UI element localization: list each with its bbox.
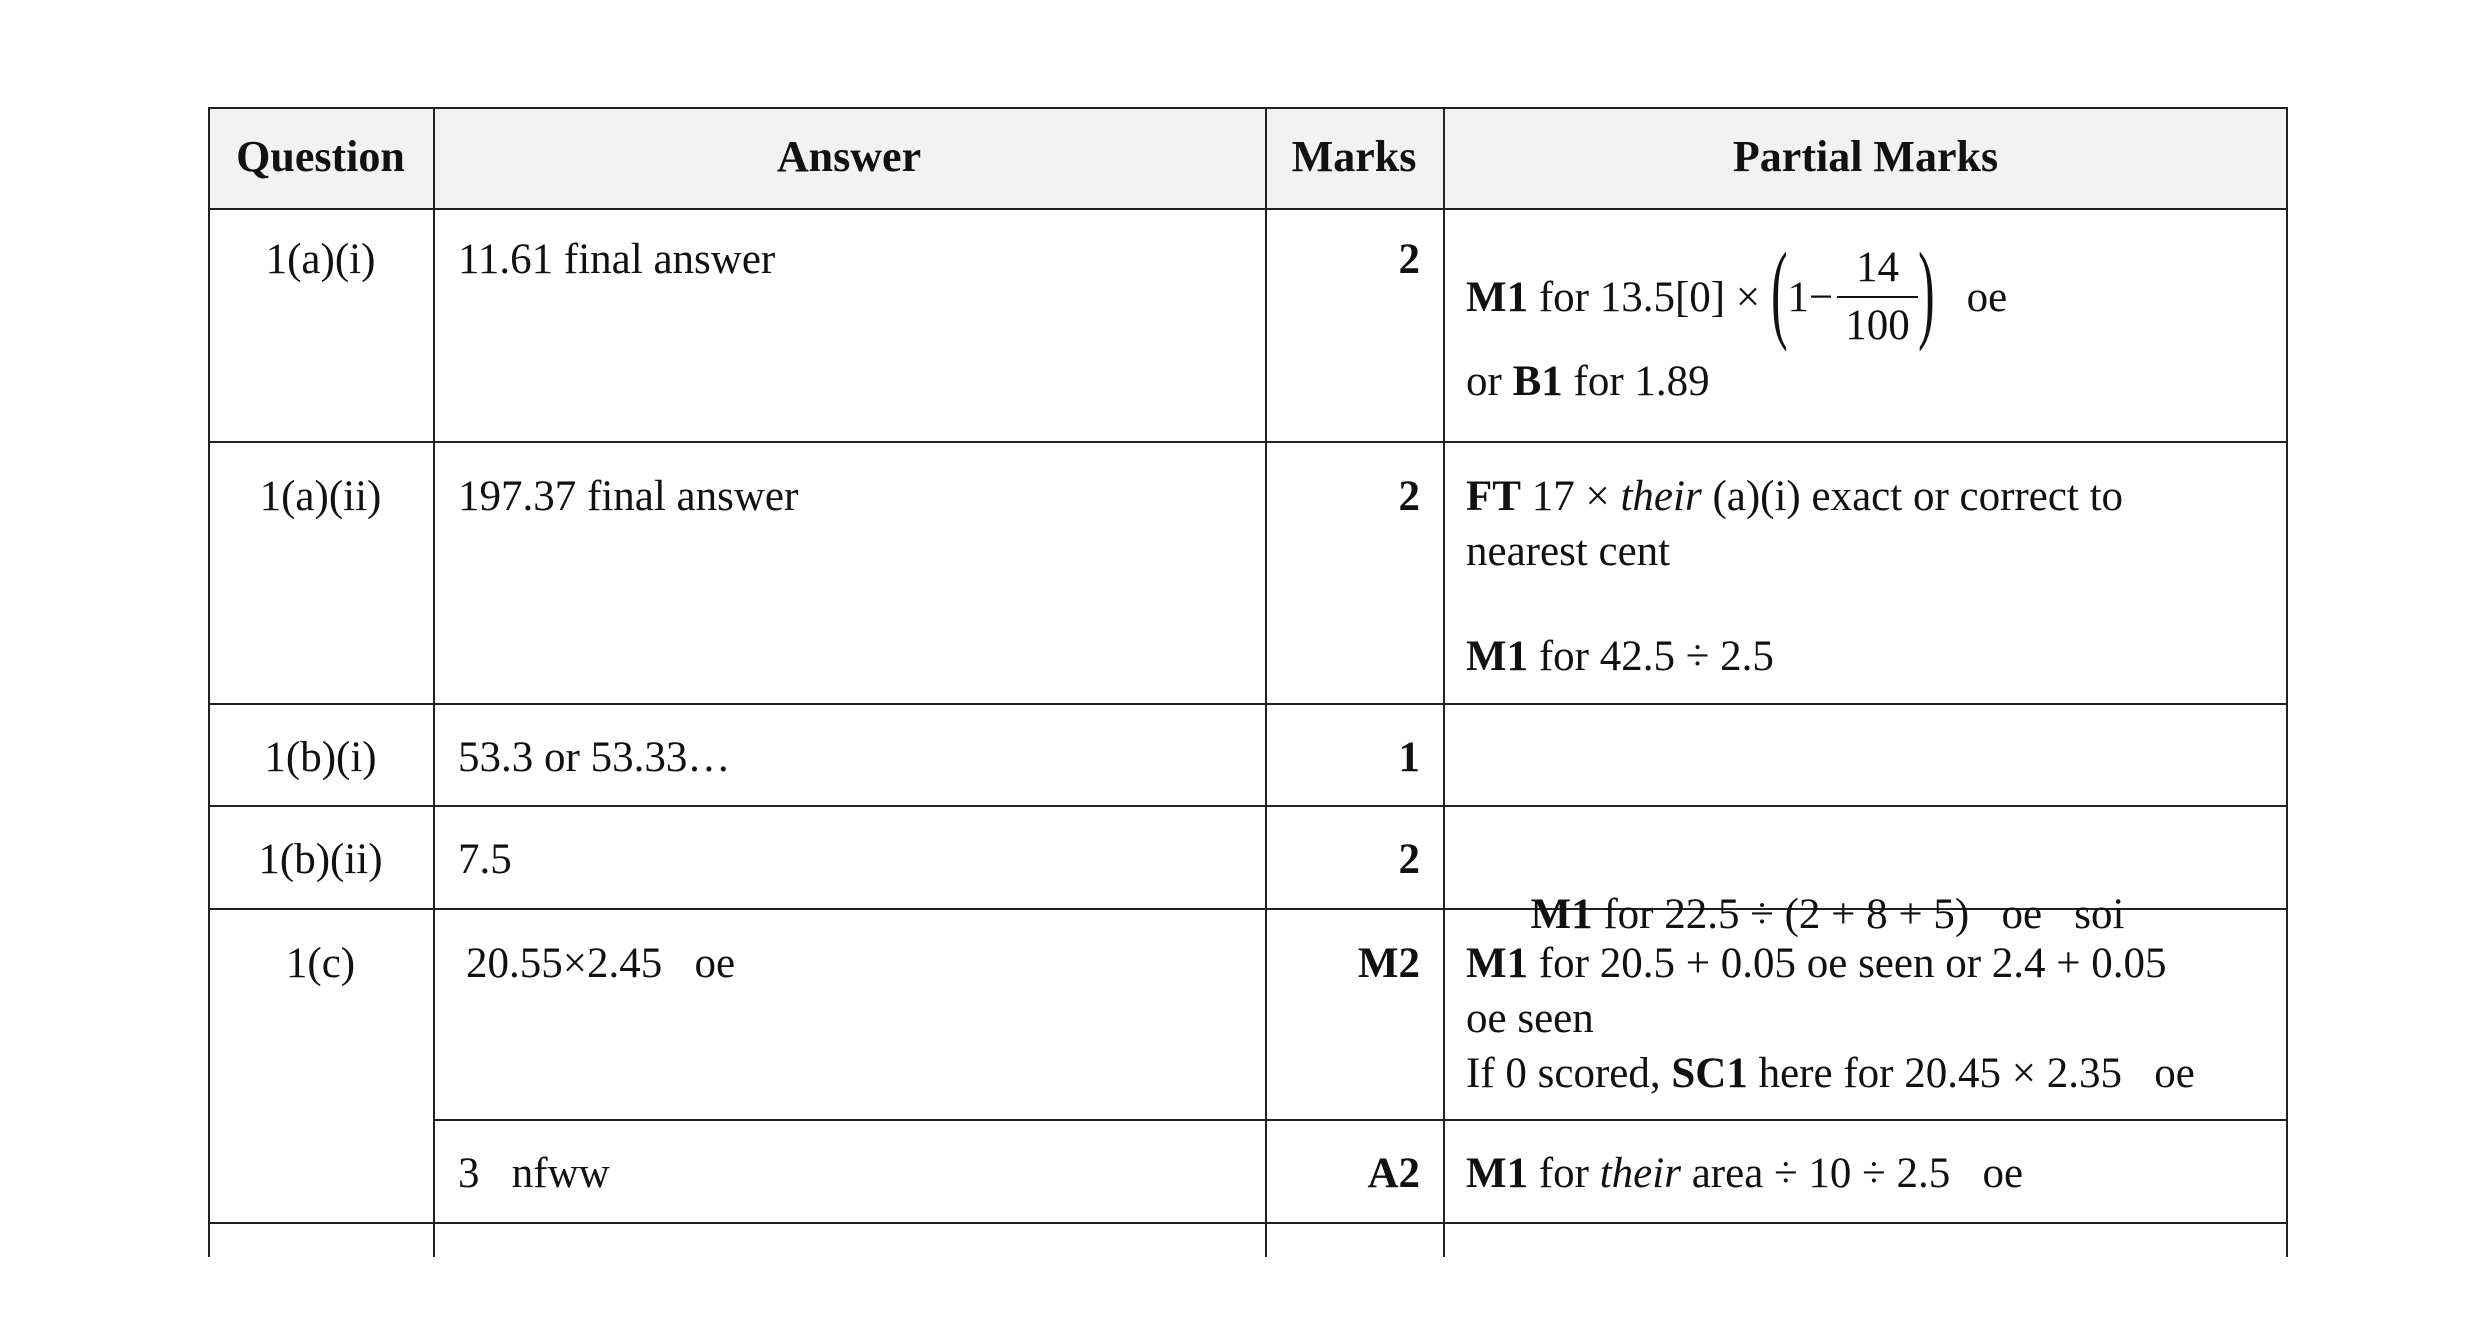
mark-code: B1 xyxy=(1512,358,1563,405)
mark-scheme-table xyxy=(208,107,2288,1257)
table-border-right xyxy=(2286,107,2288,1257)
row3-answer: 53.3 or 53.33… xyxy=(458,734,731,781)
row2-partial-line2: nearest cent xyxy=(1466,528,1671,575)
row5-marks: M2 xyxy=(1357,940,1420,987)
row5-partial-line2: oe seen xyxy=(1466,995,1594,1042)
partial-italic: their xyxy=(1599,1150,1681,1197)
table-col-rule-3 xyxy=(1443,107,1445,1257)
mark-code: M1 xyxy=(1466,633,1529,680)
row2-partial-line3 xyxy=(1466,629,2276,684)
mark-code: SC1 xyxy=(1671,1050,1748,1097)
row1-partial xyxy=(1466,232,2276,409)
fraction xyxy=(1837,240,1918,354)
row2-answer: 197.37 final answer xyxy=(458,473,799,520)
row2-partial-line1 xyxy=(1466,469,2276,524)
formula-lead: 1− xyxy=(1787,273,1834,321)
right-bracket: ) xyxy=(1917,230,1935,352)
partial-text: for 1.89 xyxy=(1573,358,1710,405)
partial-text: for 42.5 ÷ 2.5 xyxy=(1538,633,1774,680)
header-partial-marks: Partial Marks xyxy=(1732,132,1999,181)
table-rule-row1 xyxy=(208,441,2288,443)
table-rule-row3 xyxy=(208,805,2288,807)
left-bracket: ( xyxy=(1770,230,1788,352)
mark-code: M1 xyxy=(1530,891,1593,938)
row2-marks: 2 xyxy=(1398,473,1420,520)
row1-marks: 2 xyxy=(1398,236,1420,283)
table-rule-header xyxy=(208,208,2288,210)
header-marks: Marks xyxy=(1291,132,1417,181)
partial-text: for 20.5 + 0.05 oe seen or 2.4 + 0.05 xyxy=(1538,940,2167,987)
partial-text: (a)(i) exact or correct to xyxy=(1712,473,2124,520)
partial-italic: their xyxy=(1620,473,1702,520)
row5-answer: 20.55×2.45 oe xyxy=(466,940,736,987)
row1-partial-line1 xyxy=(1466,232,2276,362)
row6-answer: 3 nfww xyxy=(458,1150,610,1197)
header-question: Question xyxy=(236,132,405,181)
row5-question: 1(c) xyxy=(285,940,356,987)
mark-code: M1 xyxy=(1466,1150,1529,1197)
mark-code: M1 xyxy=(1466,940,1529,987)
row1-question: 1(a)(i) xyxy=(265,236,376,283)
row4-marks: 2 xyxy=(1398,836,1420,883)
row1-partial-line2 xyxy=(1466,354,2276,409)
row1-answer: 11.61 final answer xyxy=(458,236,776,283)
partial-text: for 13.5[0] × xyxy=(1538,273,1761,321)
row5-partial-line1 xyxy=(1466,936,2281,991)
mark-code: FT xyxy=(1466,473,1521,520)
table-col-rule-1 xyxy=(433,107,435,1257)
row2-partial xyxy=(1466,469,2276,684)
row2-question: 1(a)(ii) xyxy=(259,473,382,520)
table-rule-row5-inner xyxy=(433,1119,2288,1121)
partial-text: 17 × xyxy=(1531,473,1610,520)
fraction-denominator: 100 xyxy=(1845,302,1910,349)
row5-partial xyxy=(1466,936,2281,1101)
partial-text: here for 20.45 × 2.35 oe xyxy=(1758,1050,2195,1097)
header-answer: Answer xyxy=(776,132,922,181)
fraction-numerator: 14 xyxy=(1837,240,1918,298)
row3-marks: 1 xyxy=(1398,734,1420,781)
mark-code: M1 xyxy=(1466,273,1529,321)
table-rule-row2 xyxy=(208,703,2288,705)
partial-text: If 0 scored, xyxy=(1466,1050,1661,1097)
row4-question: 1(b)(ii) xyxy=(258,836,383,883)
partial-text: for xyxy=(1538,1150,1589,1197)
partial-text: area ÷ 10 ÷ 2.5 oe xyxy=(1691,1150,2024,1197)
row3-question: 1(b)(i) xyxy=(264,734,377,781)
row5-partial-line3 xyxy=(1466,1046,2281,1101)
row6-partial xyxy=(1466,1146,2276,1201)
row4-answer: 7.5 xyxy=(458,836,512,883)
partial-text: for 22.5 ÷ (2 + 8 + 5) oe soi xyxy=(1603,891,2125,938)
partial-tail: oe xyxy=(1966,273,2008,321)
table-rule-row6 xyxy=(208,1222,2288,1224)
row6-marks: A2 xyxy=(1367,1150,1420,1197)
partial-text: or xyxy=(1466,358,1502,405)
